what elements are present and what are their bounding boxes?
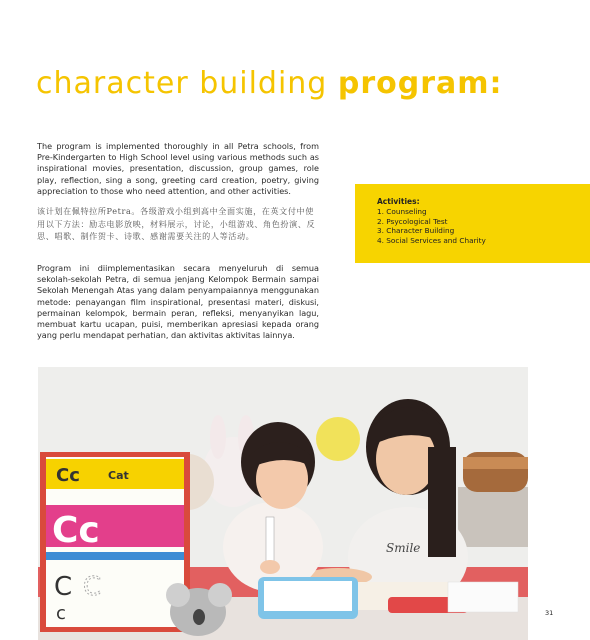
- board-word: Cat: [108, 469, 129, 482]
- paragraph-english: The program is implemented thoroughly in all Petra schools, from Pre-Kindergarten to High School level using various methods such as inspirational movies, presentation, discussion, group games, role play, reflection, sing a song, greeting card creation, poetry, giving appreciation to those who need attention, and other activities.: [37, 141, 319, 196]
- page-heading: [36, 66, 503, 101]
- board-letters-top: Cc: [56, 465, 80, 486]
- activity-item: 2. Psycological Test: [377, 216, 448, 226]
- activity-item: 4. Social Services and Charity: [377, 235, 486, 245]
- activities-list: [377, 207, 486, 245]
- svg-text:C: C: [54, 572, 73, 602]
- heading-light: character building: [36, 66, 338, 101]
- paragraph-indonesian: Program ini diimplementasikan secara menyeluruh di semua sekolah-sekolah Petra, di semua jenjang Kelompok Bermain sampai Sekolah Menengah Atas yang dalam penyampaiannya menggunakan metode: penayangan film inspirational, presentasi materi, diskusi, permainan kelompok, bermain peran, refleksi, menyanyikan lagu, membuat kartu ucapan, puisi, memberikan apresiasi kepada orang yang perlu mendapat perhatian, dan aktivitas aktivitas lainnya.: [37, 263, 319, 341]
- paragraph-chinese: 该计划在佩特拉所Petra。各级游戏小组到高中全面实施，在英文付中使用以下方法：励志电影放映，材料展示，讨论，小组游戏、角色扮演、反思、唱歌、制作贺卡、诗歌、感谢需要关注的人等活动。: [37, 206, 316, 241]
- activities-title: Activities:: [377, 197, 420, 206]
- svg-text:c: c: [56, 603, 66, 624]
- shirt-text: Smile: [386, 541, 421, 555]
- activity-item: 1. Counseling: [377, 207, 427, 216]
- activities-box: [355, 184, 590, 263]
- svg-text:C: C: [83, 572, 102, 602]
- board-letters-big: Cc: [52, 510, 100, 551]
- activity-item: 3. Character Building: [377, 226, 455, 236]
- heading-bold: program:: [337, 66, 503, 101]
- children-learning-photo: [38, 367, 528, 640]
- page-number: 31: [545, 609, 554, 617]
